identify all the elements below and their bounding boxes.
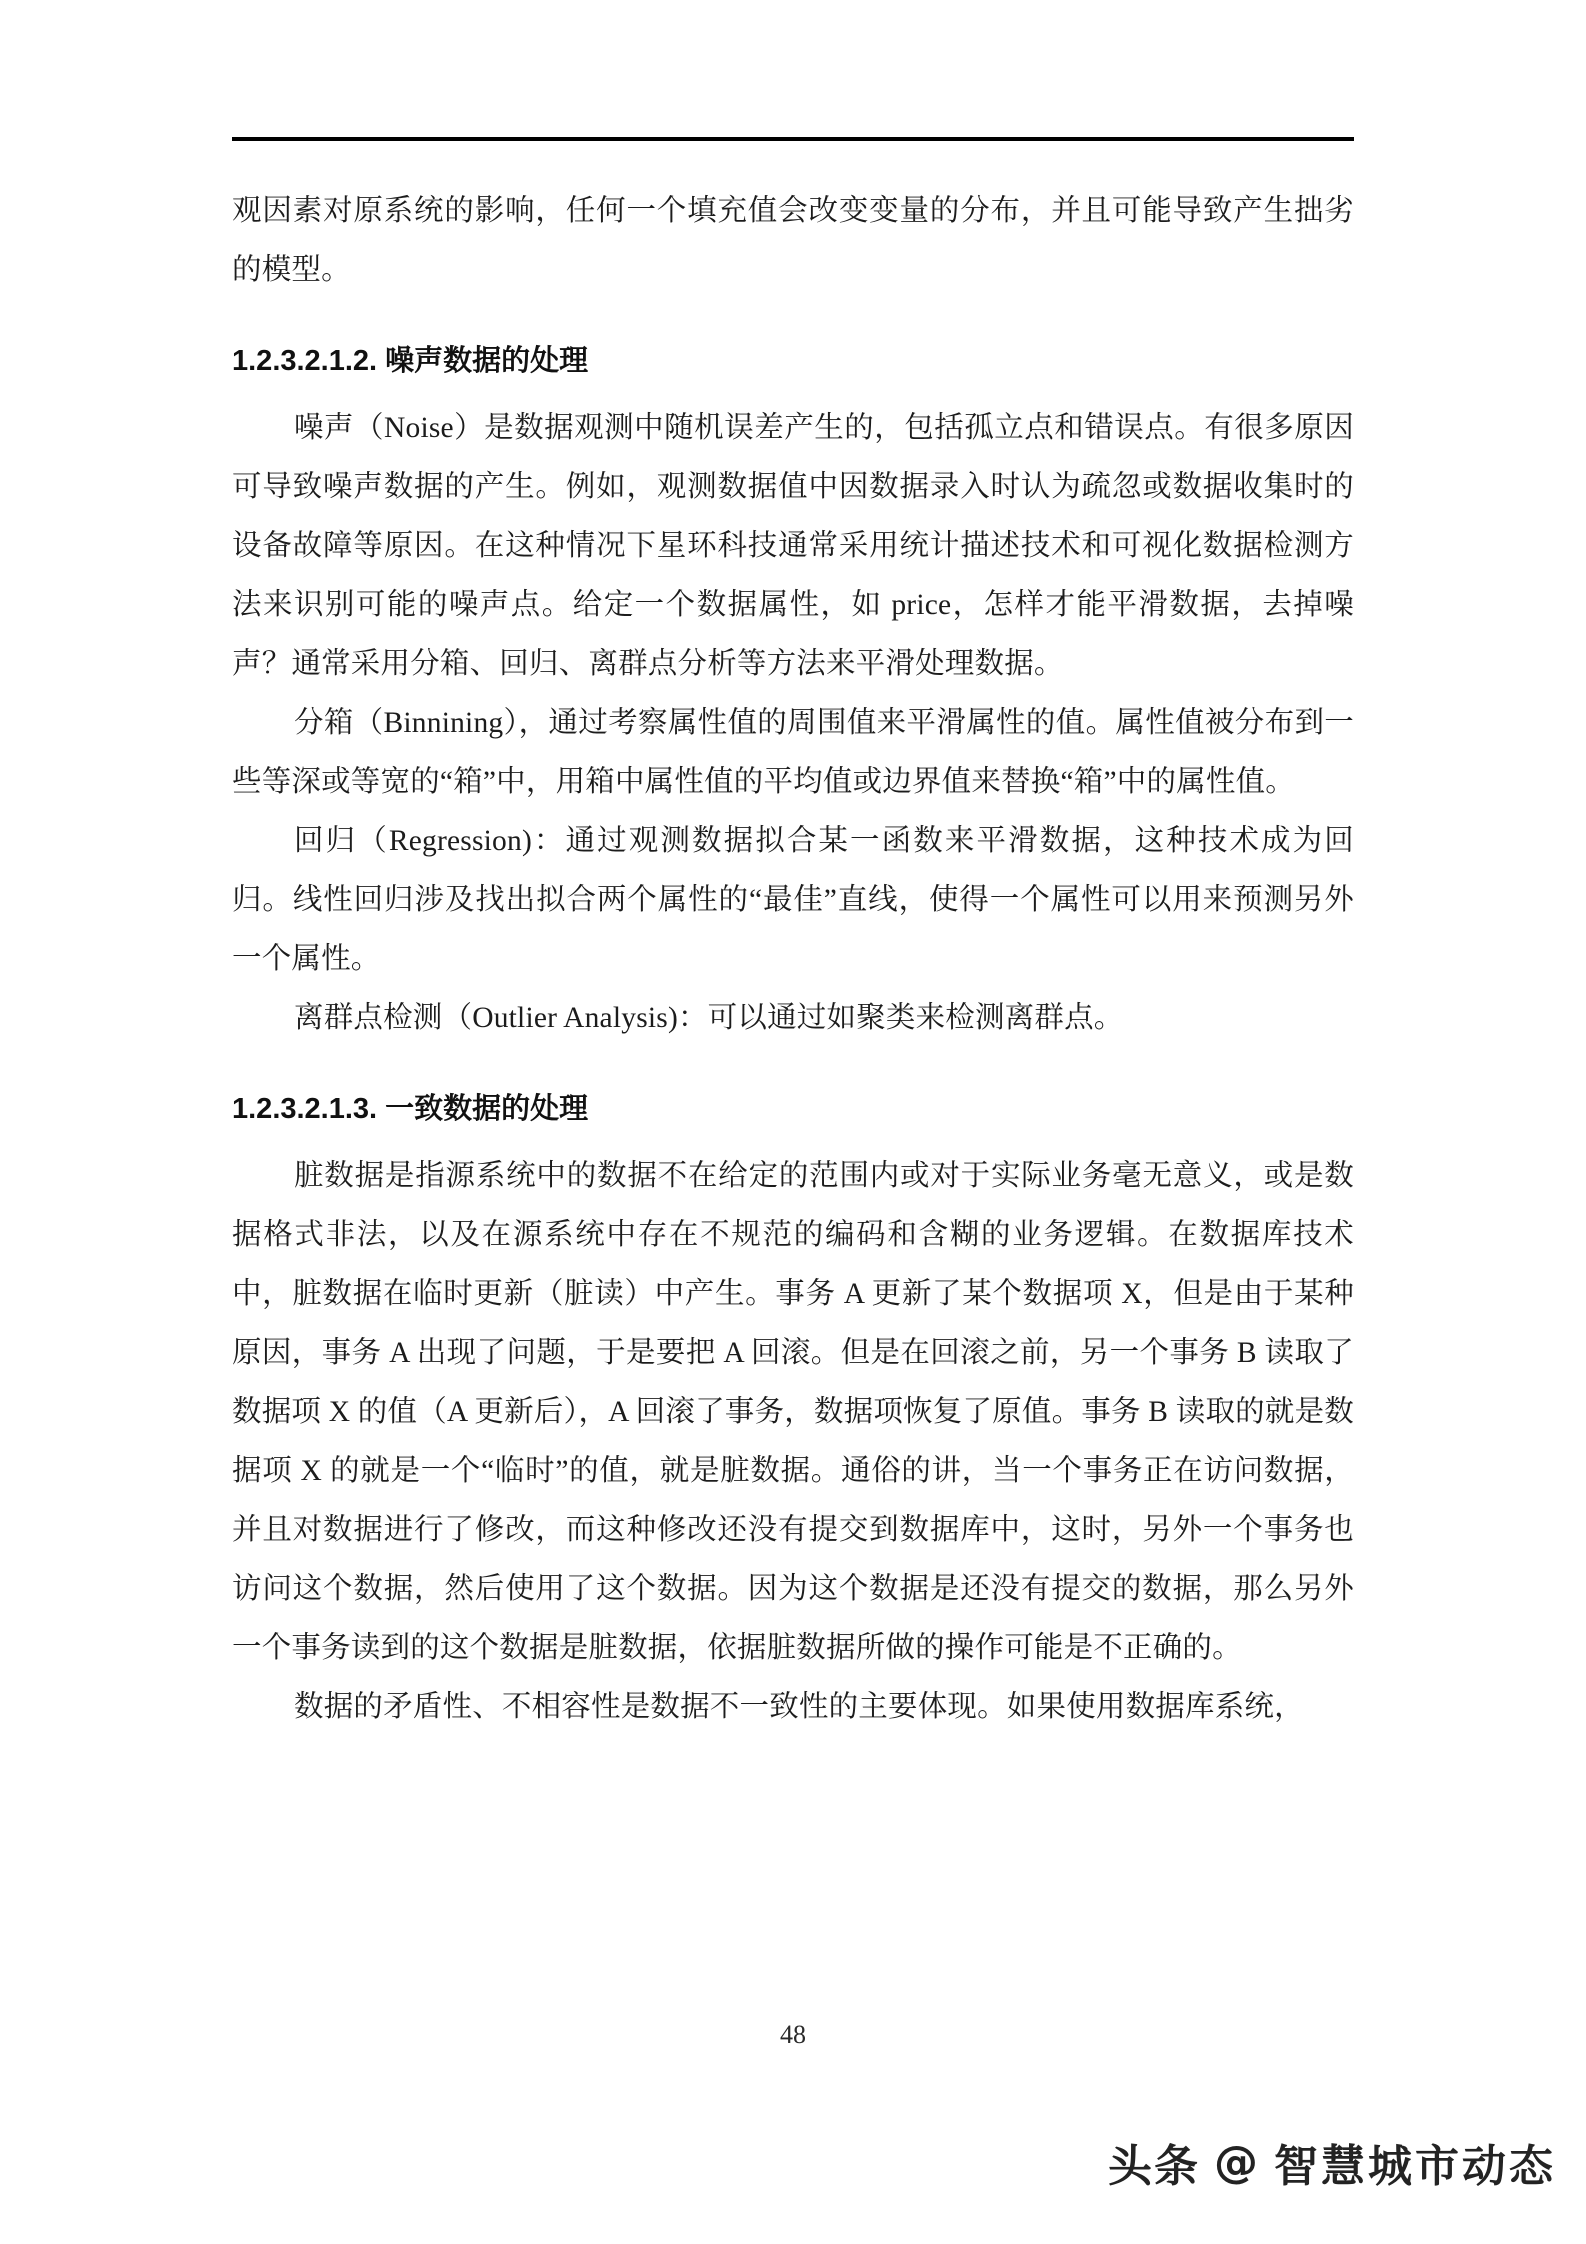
paragraph-regression: 回归（Regression)：通过观测数据拟合某一函数来平滑数据，这种技术成为回归。线性回归涉及找出拟合两个属性的“最佳”直线，使得一个属性可以用来预测另外一个属性。 [232, 825, 1354, 975]
document-body [232, 182, 1354, 1737]
paragraph-noise: 噪声（Noise）是数据观测中随机误差产生的，包括孤立点和错误点。有很多原因可导致噪声数据的产生。例如，观测数据值中因数据录入时认为疏忽或数据收集时的设备故障等原因。在这种情况下星环科技通常采用统计描述技术和可视化数据检测方法来识别可能的噪声点。给定一个数据属性，如 price，怎样才能平滑数据，去掉噪声？通常采用分箱、回归、离群点分析等方法来平滑处理数据。 [232, 412, 1354, 680]
spacer [232, 1139, 1354, 1147]
watermark-account-label: 智慧城市动态 [1274, 2141, 1556, 2192]
header-rule-divider [232, 137, 1354, 141]
at-sign-icon: @ [1214, 2136, 1260, 2188]
paragraph-dirty-data: 脏数据是指源系统中的数据不在给定的范围内或对于实际业务毫无意义，或是数据格式非法，以及在源系统中存在不规范的编码和含糊的业务逻辑。在数据库技术中，脏数据在临时更新（脏读）中产生。事务 A 更新了某个数据项 X，但是由于某种原因，事务 A 出现了问题，于是要把 A 回滚。但是在回滚之前，另一个事务 B 读取了数据项 X 的值（A 更新后），A 回滚了事务，数据项恢复了原值。事务 B 读取的就是数据项 X 的就是一个“临时”的值，就是脏数据。通俗的讲，当一个事务正在访问数据，并且对数据进行了修改，而这种修改还没有提交到数据库中，这时，另外一个事务也访问这个数据，然后使用了这个数据。因为这个数据是还没有提交的数据，那么另外一个事务读到的这个数据是脏数据，依据脏数据所做的操作可能是不正确的。 [232, 1160, 1354, 1664]
page-number: 48 [780, 2020, 806, 2049]
spacer [232, 391, 1354, 399]
paragraph-binning: 分箱（Binnining），通过考察属性值的周围值来平滑属性的值。属性值被分布到一些等深或等宽的“箱”中，用箱中属性值的平均值或边界值来替换“箱”中的属性值。 [232, 707, 1354, 798]
heading-consistent-data: 1.2.3.2.1.3. 一致数据的处理 [232, 1093, 589, 1125]
spacer [232, 300, 1354, 332]
watermark [1108, 2130, 1556, 2194]
paragraph-outlier: 离群点检测（Outlier Analysis)：可以通过如聚类来检测离群点。 [294, 1002, 1124, 1034]
paragraph-intro: 观因素对原系统的影响，任何一个填充值会改变变量的分布，并且可能导致产生拙劣的模型。 [232, 195, 1354, 286]
watermark-platform-label: 头条 [1108, 2141, 1200, 2192]
heading-noise-data: 1.2.3.2.1.2. 噪声数据的处理 [232, 345, 589, 377]
spacer [232, 1048, 1354, 1080]
paragraph-inconsistent-data: 数据的矛盾性、不相容性是数据不一致性的主要体现。如果使用数据库系统， [294, 1691, 1304, 1723]
